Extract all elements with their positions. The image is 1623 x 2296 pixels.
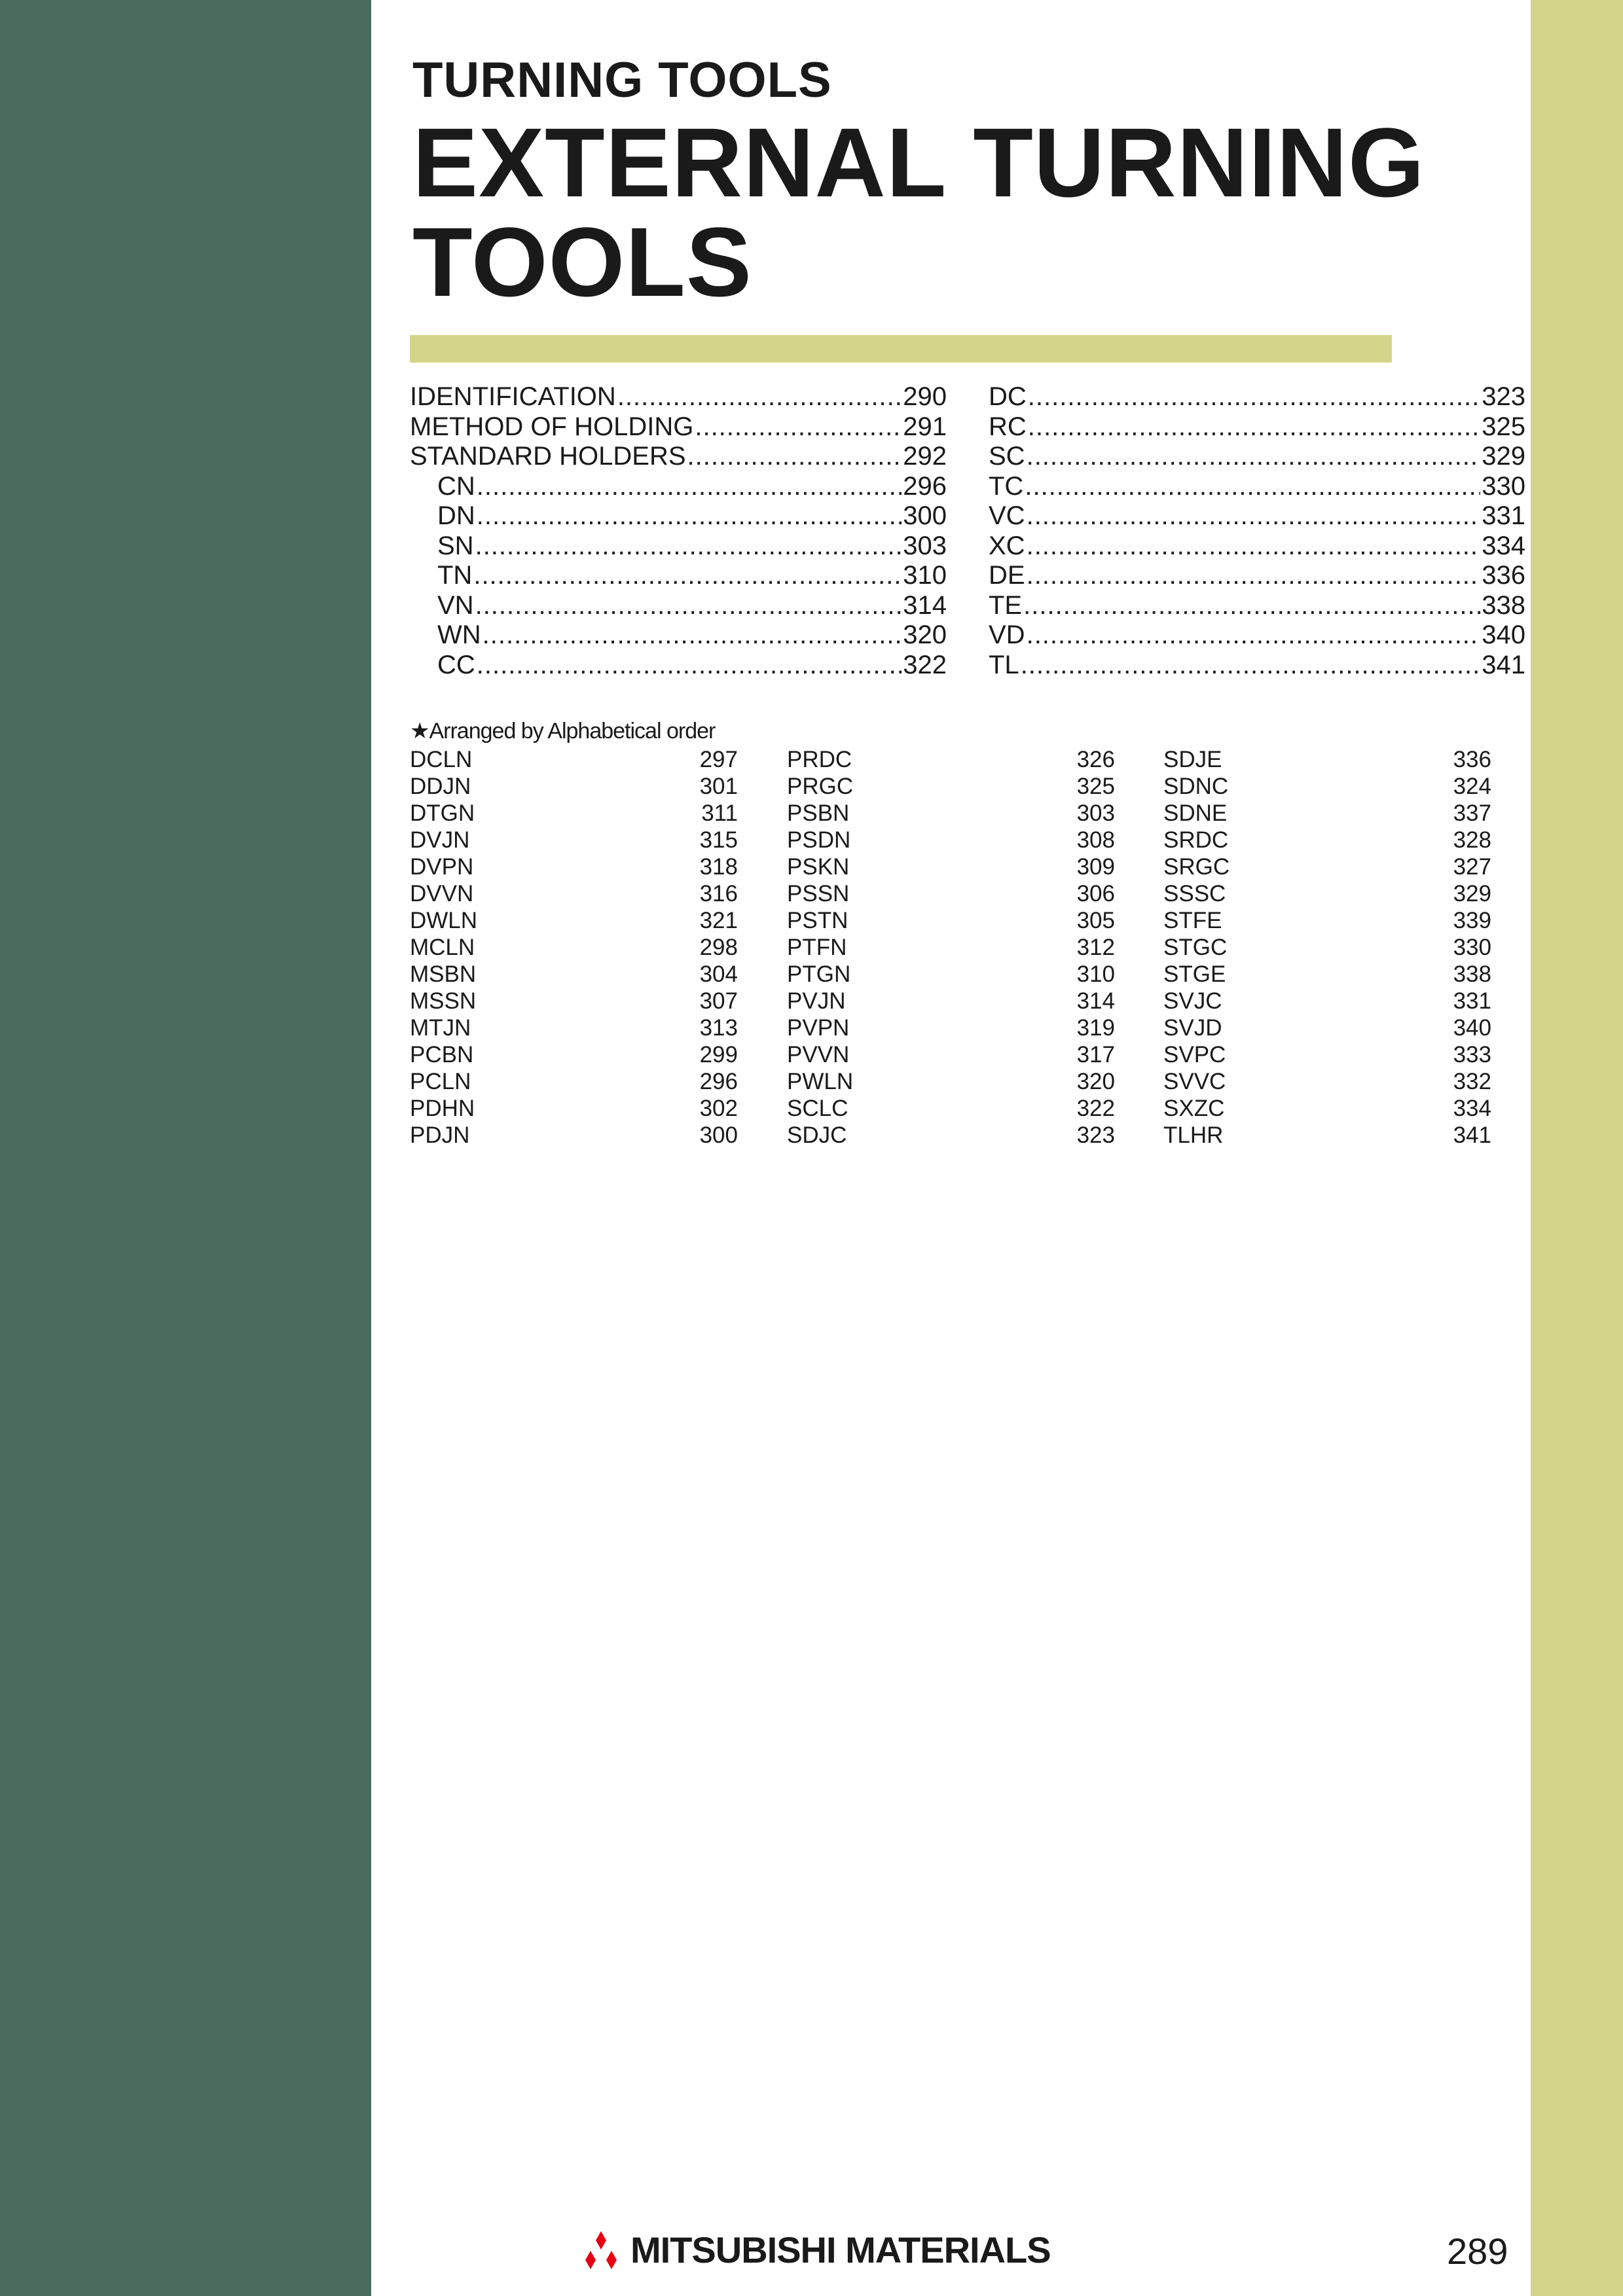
toc-entry <box>989 561 1525 591</box>
toc-entry-page: 323 <box>1482 382 1525 411</box>
toc-leader-dots <box>1021 651 1481 681</box>
index-row <box>410 934 738 961</box>
index-column-3 <box>1163 746 1491 1149</box>
index-page: 327 <box>1453 854 1491 880</box>
index-row <box>410 1014 738 1041</box>
toc-entry <box>989 442 1525 472</box>
toc-entry-label: TL <box>989 650 1019 679</box>
index-row <box>410 1041 738 1068</box>
toc-entry-label: METHOD OF HOLDING <box>410 412 694 441</box>
toc-entry-page: 322 <box>903 650 947 679</box>
index-code: DCLN <box>410 747 473 772</box>
toc-right-column <box>989 382 1525 680</box>
toc-leader-dots <box>477 472 902 502</box>
toc-entry-page: 290 <box>903 382 947 411</box>
toc-leader-dots <box>687 442 902 472</box>
toc-entry <box>410 620 947 651</box>
toc-entry-label: XC <box>989 531 1025 560</box>
toc-entry-page: 340 <box>1482 620 1525 649</box>
index-row <box>1163 1014 1491 1041</box>
toc-entry-label: DN <box>437 501 475 530</box>
index-page: 324 <box>1453 774 1491 799</box>
index-note-text: Arranged by Alphabetical order <box>429 719 716 744</box>
toc-leader-dots <box>1028 382 1480 412</box>
index-page: 311 <box>701 800 738 826</box>
index-code: SDNE <box>1163 800 1228 826</box>
index-row <box>787 1095 1115 1122</box>
index-code: SVPC <box>1163 1042 1226 1067</box>
toc-leader-dots <box>475 591 902 621</box>
index-row <box>410 800 738 827</box>
toc-entry-label: RC <box>989 412 1027 441</box>
toc-leader-dots <box>1023 591 1480 621</box>
right-color-band <box>1531 0 1623 2296</box>
toc-entry-page: 296 <box>903 471 947 501</box>
index-page: 339 <box>1453 908 1491 933</box>
index-row <box>1163 934 1491 961</box>
index-page: 322 <box>1076 1096 1115 1121</box>
index-code: MTJN <box>410 1015 471 1041</box>
index-row <box>787 827 1115 853</box>
index-row <box>410 1095 738 1122</box>
index-row <box>787 800 1115 827</box>
index-row <box>787 1014 1115 1041</box>
toc-entry-label: STANDARD HOLDERS <box>410 442 686 471</box>
index-code: MCLN <box>410 935 475 960</box>
index-page: 328 <box>1453 827 1491 853</box>
index-code: DVVN <box>410 881 474 906</box>
index-page: 321 <box>699 908 738 933</box>
index-row <box>1163 800 1491 827</box>
index-code: DDJN <box>410 774 471 799</box>
index-code: PCLN <box>410 1069 471 1094</box>
index-row <box>1163 1068 1491 1095</box>
toc-entry <box>989 472 1525 502</box>
index-code: PDJN <box>410 1122 470 1148</box>
toc-entry-label: CC <box>437 650 475 679</box>
index-row <box>1163 853 1491 880</box>
index-row <box>1163 773 1491 800</box>
index-code: PTGN <box>787 961 851 987</box>
index-row <box>787 907 1115 934</box>
index-row <box>787 853 1115 880</box>
index-page: 334 <box>1453 1096 1491 1121</box>
toc-entry-page: 291 <box>903 412 947 441</box>
toc-entry <box>410 531 947 562</box>
toc-entry-page: 314 <box>903 590 947 620</box>
index-page: 325 <box>1076 774 1115 799</box>
toc-entry <box>989 651 1525 681</box>
index-code: PSTN <box>787 908 848 933</box>
index-code: STGC <box>1163 935 1228 960</box>
toc-leader-dots <box>1028 412 1480 442</box>
toc-entry-page: 330 <box>1482 471 1525 501</box>
toc-entry-page: 310 <box>903 561 947 590</box>
index-page: 308 <box>1076 827 1115 853</box>
toc-entry-page: 341 <box>1482 650 1525 679</box>
index-page: 299 <box>699 1042 738 1067</box>
toc-entry-label: SC <box>989 442 1025 471</box>
toc-entry-page: 325 <box>1482 412 1525 441</box>
index-code: MSSN <box>410 988 477 1014</box>
index-row <box>1163 1122 1491 1149</box>
index-code: SXZC <box>1163 1096 1225 1121</box>
index-column-1 <box>410 746 738 1149</box>
index-code: PSKN <box>787 854 850 880</box>
index-page: 338 <box>1453 961 1491 987</box>
index-code: MSBN <box>410 961 477 987</box>
index-code: SVJD <box>1163 1015 1222 1041</box>
index-page: 318 <box>699 854 738 880</box>
brand-name: MITSUBISHI MATERIALS <box>630 2229 1051 2270</box>
toc-leader-dots <box>483 620 902 651</box>
index-row <box>787 1068 1115 1095</box>
index-column-2 <box>787 746 1115 1149</box>
index-code: STGE <box>1163 961 1226 987</box>
toc-leader-dots <box>617 382 902 412</box>
index-page: 323 <box>1076 1122 1115 1148</box>
toc-leader-dots <box>473 561 902 591</box>
index-code: SVJC <box>1163 988 1222 1014</box>
index-page: 314 <box>1076 988 1115 1014</box>
toc-left-column <box>410 382 947 680</box>
index-page: 340 <box>1453 1015 1491 1041</box>
toc-leader-dots <box>1027 501 1481 531</box>
toc-entry-label: IDENTIFICATION <box>410 382 616 411</box>
index-code: SDJC <box>787 1122 847 1148</box>
index-row <box>1163 907 1491 934</box>
toc-entry-label: VN <box>437 590 474 620</box>
index-row <box>787 1041 1115 1068</box>
index-row <box>410 773 738 800</box>
index-code: PVPN <box>787 1015 850 1041</box>
index-row <box>1163 746 1491 773</box>
index-code: PRGC <box>787 774 854 799</box>
index-row <box>787 1122 1115 1149</box>
index-code: PSSN <box>787 881 850 906</box>
toc-leader-dots <box>475 531 902 562</box>
index-page: 336 <box>1453 747 1491 772</box>
toc-entry <box>410 472 947 502</box>
toc-entry-page: 334 <box>1482 531 1525 560</box>
index-code: DVPN <box>410 854 474 880</box>
toc-leader-dots <box>1025 472 1480 502</box>
toc-leader-dots <box>1027 620 1481 651</box>
index-page: 301 <box>699 774 738 799</box>
index-row <box>1163 1041 1491 1068</box>
index-code: PTFN <box>787 935 847 960</box>
toc-entry-label: DC <box>989 382 1027 411</box>
index-page: 316 <box>699 881 738 906</box>
index-page: 300 <box>699 1122 738 1148</box>
index-code: DWLN <box>410 908 478 933</box>
index-page: 302 <box>699 1096 738 1121</box>
index-page: 305 <box>1076 908 1115 933</box>
index-page: 315 <box>699 827 738 853</box>
index-code: STFE <box>1163 908 1222 933</box>
three-diamonds-logo-icon <box>579 2231 623 2269</box>
index-page: 309 <box>1076 854 1115 880</box>
toc-entry-label: TN <box>437 561 473 590</box>
index-page: 312 <box>1076 935 1115 960</box>
section-subtitle: TURNING TOOLS <box>412 52 832 108</box>
index-code: PVJN <box>787 988 846 1014</box>
index-page: 298 <box>699 935 738 960</box>
index-row <box>410 853 738 880</box>
index-page: 296 <box>699 1069 738 1094</box>
toc-leader-dots <box>1027 561 1481 591</box>
index-row <box>410 988 738 1014</box>
toc-entry <box>989 501 1525 531</box>
index-row <box>787 961 1115 988</box>
index-row <box>787 773 1115 800</box>
toc-entry <box>989 591 1525 621</box>
index-code: TLHR <box>1163 1122 1224 1148</box>
index-row <box>410 746 738 773</box>
toc-entry-page: 292 <box>903 442 947 471</box>
toc-entry-label: SN <box>437 531 474 560</box>
index-page: 313 <box>699 1015 738 1041</box>
title-underline-bar <box>410 335 1392 363</box>
toc-entry-label: CN <box>437 471 475 501</box>
index-row <box>1163 1095 1491 1122</box>
index-page: 341 <box>1453 1122 1491 1148</box>
index-code: SSSC <box>1163 881 1226 906</box>
index-row <box>1163 961 1491 988</box>
toc-entry <box>410 382 947 412</box>
star-icon: ★ <box>410 719 429 744</box>
index-page: 320 <box>1076 1069 1115 1094</box>
index-page: 330 <box>1453 935 1491 960</box>
index-code: PWLN <box>787 1069 854 1094</box>
index-code: PRDC <box>787 747 852 772</box>
toc-entry-page: 336 <box>1482 561 1525 590</box>
toc-entry-page: 320 <box>903 620 947 649</box>
index-page: 319 <box>1076 1015 1115 1041</box>
index-page: 333 <box>1453 1042 1491 1067</box>
index-page: 307 <box>699 988 738 1014</box>
index-row <box>410 1122 738 1149</box>
index-code: DTGN <box>410 800 475 826</box>
toc-leader-dots <box>477 651 902 681</box>
index-heading <box>410 718 715 744</box>
index-row <box>787 934 1115 961</box>
index-page: 317 <box>1076 1042 1115 1067</box>
page-title: EXTERNAL TURNING TOOLS <box>412 107 1425 317</box>
toc-entry-label: VC <box>989 501 1025 530</box>
index-page: 304 <box>699 961 738 987</box>
toc-entry-label: DE <box>989 561 1025 590</box>
page-number: 289 <box>1447 2231 1508 2272</box>
index-row <box>787 880 1115 907</box>
toc-entry <box>410 501 947 531</box>
index-row <box>410 827 738 853</box>
toc-leader-dots <box>477 501 902 531</box>
left-color-band <box>0 0 371 2296</box>
index-page: 326 <box>1076 747 1115 772</box>
index-code: PDHN <box>410 1096 475 1121</box>
toc-entry <box>989 620 1525 651</box>
toc-entry-label: VD <box>989 620 1025 649</box>
toc-entry-page: 338 <box>1482 590 1525 620</box>
index-page: 329 <box>1453 881 1491 906</box>
index-row <box>1163 988 1491 1014</box>
index-row <box>787 988 1115 1014</box>
index-row <box>410 907 738 934</box>
index-page: 303 <box>1076 800 1115 826</box>
index-row <box>410 1068 738 1095</box>
index-page: 337 <box>1453 800 1491 826</box>
index-code: DVJN <box>410 827 470 853</box>
index-page: 310 <box>1076 961 1115 987</box>
index-row <box>787 746 1115 773</box>
index-page: 297 <box>699 747 738 772</box>
index-code: PVVN <box>787 1042 850 1067</box>
toc-entry-label: TE <box>989 590 1023 620</box>
toc-entry <box>989 531 1525 562</box>
index-code: SRGC <box>1163 854 1230 880</box>
toc-entry-label: TC <box>989 471 1024 501</box>
toc-entry <box>410 442 947 472</box>
toc-entry-page: 300 <box>903 501 947 530</box>
index-code: SVVC <box>1163 1069 1226 1094</box>
toc-entry <box>410 591 947 621</box>
index-page: 332 <box>1453 1069 1491 1094</box>
toc-entry-label: WN <box>437 620 481 649</box>
index-code: SCLC <box>787 1096 848 1121</box>
toc-entry <box>989 412 1525 442</box>
toc-entry <box>989 382 1525 412</box>
index-code: PSDN <box>787 827 851 853</box>
toc-entry <box>410 412 947 442</box>
index-page: 306 <box>1076 881 1115 906</box>
index-code: SRDC <box>1163 827 1229 853</box>
index-row <box>1163 880 1491 907</box>
toc-entry <box>410 651 947 681</box>
index-row <box>1163 827 1491 853</box>
footer-brand <box>579 2231 1051 2270</box>
index-code: PCBN <box>410 1042 474 1067</box>
toc-entry-page: 331 <box>1482 501 1525 530</box>
index-code: PSBN <box>787 800 850 826</box>
index-row <box>410 961 738 988</box>
index-row <box>410 880 738 907</box>
toc-leader-dots <box>1027 531 1481 562</box>
index-code: SDJE <box>1163 747 1222 772</box>
index-page: 331 <box>1453 988 1491 1014</box>
toc-leader-dots <box>1027 442 1481 472</box>
toc-leader-dots <box>695 412 902 442</box>
toc-entry <box>410 561 947 591</box>
toc-entry-page: 329 <box>1482 442 1525 471</box>
toc-entry-page: 303 <box>903 531 947 560</box>
index-code: SDNC <box>1163 774 1229 799</box>
